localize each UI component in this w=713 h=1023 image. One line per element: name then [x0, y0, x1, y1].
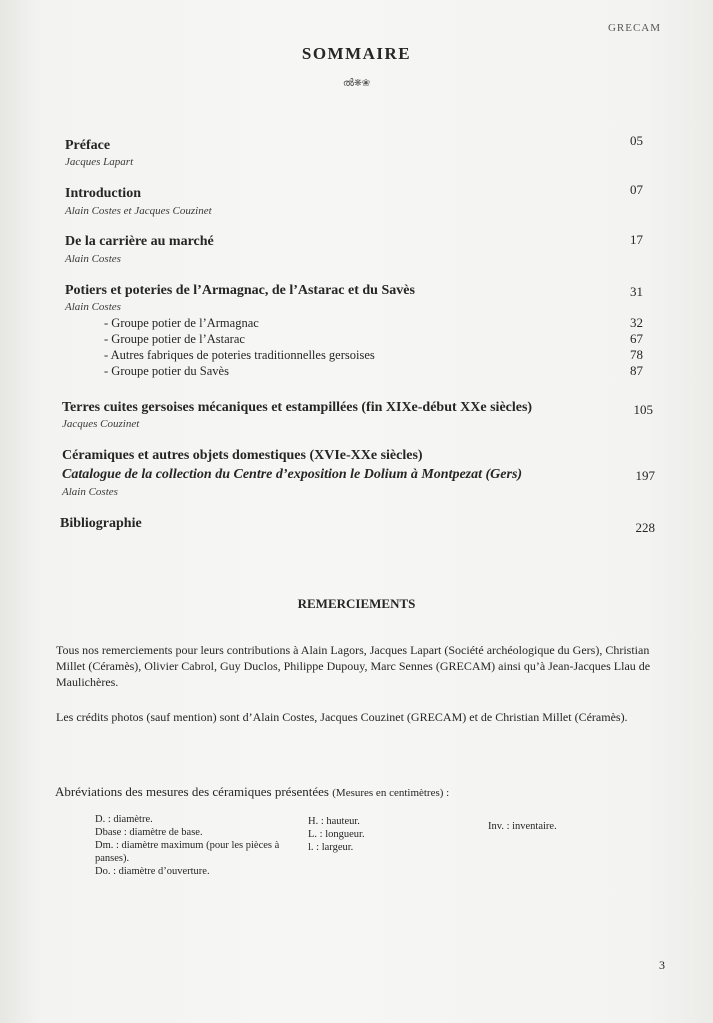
toc-author-introduction: Alain Costes et Jacques Couzinet [65, 205, 212, 217]
toc-sub-page-armagnac: 32 [630, 315, 643, 330]
abbreviations-column-3 [488, 820, 608, 833]
abbr-d: D. : diamètre. [95, 814, 153, 825]
toc-sub-saves: - Groupe potier du Savès [104, 364, 229, 378]
abbr-l-largeur: l. : largeur. [308, 842, 354, 853]
abbr-dbase: Dbase : diamètre de base. [95, 827, 203, 838]
toc-page-potiers: 31 [630, 284, 643, 299]
abbr-inv: Inv. : inventaire. [488, 821, 557, 832]
toc-sub-astarac: - Groupe potier de l’Astarac [104, 332, 245, 346]
toc-page-preface: 05 [630, 133, 643, 148]
toc-title-terres-cuites: Terres cuites gersoises mécaniques et estampillées (fin XIXe-début XXe siècles) [62, 400, 533, 415]
abbr-h: H. : hauteur. [308, 816, 360, 827]
toc-title-carriere: De la carrière au marché [65, 234, 214, 249]
toc-sub-page-saves: 87 [630, 363, 643, 378]
remerciements-paragraph-1: Tous nos remerciements pour leurs contributions à Alain Lagors, Jacques Lapart (Société archéologique du Gers), Christian Millet (Céramès), Olivier Cabrol, Guy Duclos, Philippe Dupouy, Marc Sennes (GRECAM) ainsi qu’à Jean-Jacques Llau de Maulichères. [56, 643, 651, 689]
toc-author-carriere: Alain Costes [65, 253, 121, 265]
abbreviations-title: Abréviations des mesures des céramiques présentées [55, 784, 329, 799]
abbreviations-column-2 [308, 815, 438, 854]
abbreviations-note: (Mesures en centimètres) : [332, 787, 450, 799]
remerciements-heading: REMERCIEMENTS [297, 596, 416, 611]
abbr-dm: Dm. : diamètre maximum (pour les pièces à panses). [95, 840, 280, 864]
toc-sub-armagnac: - Groupe potier de l’Armagnac [104, 316, 259, 330]
page-number: 3 [659, 958, 665, 972]
toc-page-terres-cuites: 105 [633, 402, 653, 417]
abbreviations-column-1 [95, 813, 285, 878]
toc-sub-page-astarac: 67 [630, 331, 643, 346]
abbr-l-longueur: L. : longueur. [308, 829, 365, 840]
title-ornament: ൽ❋❀ [342, 78, 371, 89]
running-header: GRECAM [607, 22, 661, 34]
toc-title-potiers: Potiers et poteries de l’Armagnac, de l’Astarac et du Savès [65, 283, 415, 298]
toc-author-potiers: Alain Costes [65, 301, 121, 313]
toc-page-carriere: 17 [630, 232, 643, 247]
remerciements-paragraph-2: Les crédits photos (sauf mention) sont d’Alain Costes, Jacques Couzinet (GRECAM) et de Christian Millet (Céramès). [56, 710, 628, 724]
toc-sub-autres: - Autres fabriques de poteries traditionnelles gersoises [104, 348, 375, 362]
toc-page-ceramiques: 197 [635, 468, 655, 483]
toc-author-preface: Jacques Lapart [65, 156, 134, 168]
toc-author-ceramiques: Alain Costes [62, 486, 118, 498]
toc-author-terres-cuites: Jacques Couzinet [62, 418, 140, 430]
toc-page-bibliographie: 228 [635, 520, 655, 535]
toc-title-introduction: Introduction [65, 186, 141, 201]
toc-title-ceramiques: Céramiques et autres objets domestiques (XVIe-XXe siècles) [62, 448, 423, 463]
page-title: SOMMAIRE [301, 44, 412, 63]
abbreviations-heading [55, 784, 449, 800]
toc-page-introduction: 07 [630, 182, 643, 197]
toc-title-preface: Préface [65, 138, 111, 153]
abbr-do: Do. : diamètre d’ouverture. [95, 866, 210, 877]
toc-sub-page-autres: 78 [630, 347, 643, 362]
toc-subtitle-catalogue: Catalogue de la collection du Centre d’exposition le Dolium à Montpezat (Gers) [62, 467, 523, 482]
toc-title-bibliographie: Bibliographie [60, 516, 142, 531]
